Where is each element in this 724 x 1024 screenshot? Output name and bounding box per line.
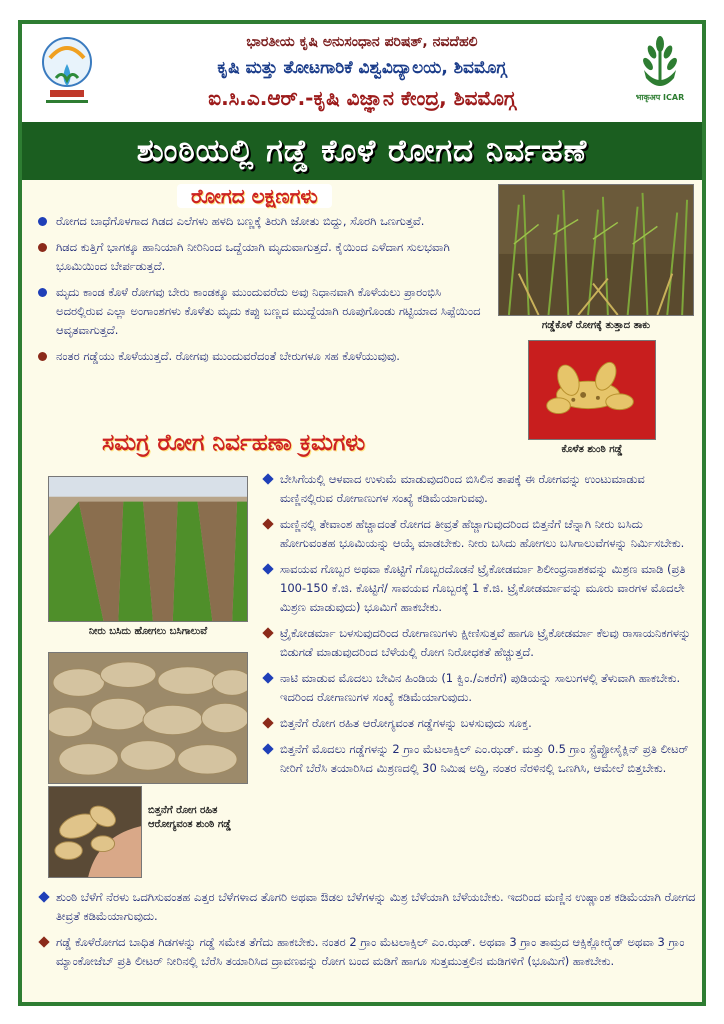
- council-name: ಭಾರತೀಯ ಕೃಷಿ ಅನುಸಂಧಾನ ಪರಿಷತ್, ನವದೆಹಲಿ: [246, 34, 478, 50]
- bullet-diamond-icon: [262, 627, 273, 638]
- list-item: [36, 933, 696, 971]
- rotten-rhizome-photo: [528, 340, 656, 440]
- list-item: [260, 740, 696, 778]
- management-list: [260, 470, 696, 785]
- drainage-caption: ನೀರು ಬಸಿದು ಹೋಗಲು ಬಸಿಗಾಲುವೆ: [88, 626, 208, 637]
- list-item: [260, 560, 696, 617]
- management-text: ಮಣ್ಣಿನಲ್ಲಿ ತೇವಾಂಶ ಹೆಚ್ಚಾದಂತೆ ರೋಗದ ತೀವ್ರತೆ ಹೆಚ್ಚಾಗುವುದರಿಂದ ಬಿತ್ತನೆಗೆ ಚೆನ್ನಾಗಿ ನೀರು ಬಸಿದು ಹೋಗುವಂತಹ ಭೂಮಿಯನ್ನು ಆಯ್ಕೆ ಮಾಡಬೇಕು. ನೀರು ಬಸಿದು ಹೋಗಲು ಬಸಿಗಾಲುವೆಗಳನ್ನು ನಿರ್ಮಿಸಬೇಕು.: [280, 517, 685, 550]
- poster: [18, 20, 706, 1006]
- management-text: ಸಾವಯವ ಗೊಬ್ಬರ ಅಥವಾ ಕೊಟ್ಟಿಗೆ ಗೊಬ್ಬರದೊಡನೆ ಟ್ರೈಕೋಡರ್ಮಾ ಶಿಲೀಂಧ್ರನಾಶಕವನ್ನು ಮಿಶ್ರಣ ಮಾಡಿ (ಪ್ರತಿ 100-150 ಕೆ.ಜಿ. ಕೊಟ್ಟಿಗೆ/ ಸಾವಯವ ಗೊಬ್ಬರಕ್ಕೆ 1 ಕೆ.ಜಿ. ಟ್ರೈಕೋಡರ್ಮಾವನ್ನು ಮೂರು ವಾರಗಳ ಮೊದಲೇ ಮಿಶ್ರಣ ಮಾಡುವುದು) ಭೂಮಿಗೆ ಹಾಕಬೇಕು.: [280, 562, 686, 614]
- list-item: [36, 283, 491, 340]
- title-bar: [22, 122, 702, 180]
- header: [22, 24, 702, 132]
- management-text: ನಾಟಿ ಮಾಡುವ ಮೊದಲು ಬೇವಿನ ಹಿಂಡಿಯ (1 ಕ್ವಿಂ./ಎಕರೆಗೆ) ಪುಡಿಯನ್ನು ಸಾಲುಗಳಲ್ಲಿ ತೆಳುವಾಗಿ ಹಾಕಬೇಕು. ಇದರಿಂದ ರೋಗಾಣುಗಳ ಸಂಖ್ಯೆ ಕಡಿಮೆಯಾಗುವುದು.: [280, 671, 681, 704]
- bullet-diamond-icon: [38, 891, 49, 902]
- affected-field-caption: ಗಡ್ಡೆಕೊಳೆ ರೋಗಕ್ಕೆ ತುತ್ತಾದ ತಾಕು: [541, 320, 651, 331]
- bullet-dot-icon: [38, 352, 47, 361]
- symptom-text: ಮೃದು ಕಾಂಡ ಕೊಳೆ ರೋಗವು ಬೇರು ಕಾಂಡಕ್ಕೂ ಮುಂದುವರೆದು ಅವು ನಿಧಾನವಾಗಿ ಕೊಳೆಯಲು ಪ್ರಾರಂಭಿಸಿ ಅದರಲ್ಲಿರುವ ಎಲ್ಲಾ ಅಂಗಾಂಶಗಳು ಕೊಳೆತು ಮೃದು ಕಪ್ಪು ಬಣ್ಣದ ಮುದ್ದೆಯಾಗಿ ರೂಪುಗೊಂಡು ಗಟ್ಟಿಯಾದ ಸಿಪ್ಪೆಯಿಂದ ಆವೃತವಾಗುತ್ತದೆ.: [56, 285, 481, 337]
- list-item: [260, 669, 696, 707]
- management-text: ಬೇಸಿಗೆಯಲ್ಲಿ ಆಳವಾದ ಉಳುಮೆ ಮಾಡುವುದರಿಂದ ಬಿಸಿಲಿನ ತಾಪಕ್ಕೆ ಈ ರೋಗವನ್ನು ಉಂಟುಮಾಡುವ ಮಣ್ಣಿನಲ್ಲಿರುವ ರೋಗಾಣುಗಳ ಸಂಖ್ಯೆ ಕಡಿಮೆಯಾಗುವವು.: [280, 472, 645, 505]
- bullet-diamond-icon: [262, 563, 273, 574]
- drainage-photo: [48, 476, 248, 622]
- list-item: [260, 515, 696, 553]
- symptom-text: ನಂತರ ಗಡ್ಡೆಯು ಕೊಳೆಯುತ್ತದೆ. ರೋಗವು ಮುಂದುವರೆದಂತೆ ಬೇರುಗಳೂ ಸಹ ಕೊಳೆಯುವುವು.: [56, 349, 400, 363]
- symptoms-heading: ರೋಗದ ಲಕ್ಷಣಗಳು: [177, 184, 332, 208]
- bullet-dot-icon: [38, 217, 47, 226]
- symptom-text: ಗಿಡದ ಕುತ್ತಿಗೆ ಭಾಗಕ್ಕೂ ಹಾನಿಯಾಗಿ ನೀರಿನಿಂದ ಒದ್ದೆಯಾಗಿ ಮೃದುವಾಗುತ್ತದೆ. ಕೈಯಿಂದ ಎಳೆದಾಗ ಸುಲಭವಾಗಿ ಭೂಮಿಯಿಂದ ಬೇರ್ಪಡುತ್ತದೆ.: [56, 240, 450, 273]
- management-text: ಬಿತ್ತನೆಗೆ ಮೊದಲು ಗಡ್ಡೆಗಳನ್ನು 2 ಗ್ರಾಂ ಮೆಟಲಾಕ್ಸಿಲ್ ಎಂ.ಝಡ್. ಮತ್ತು 0.5 ಗ್ರಾಂ ಸ್ಟ್ರೆಪ್ಟೋಸೈಕ್ಲಿನ್ ಪ್ರತಿ ಲೀಟರ್ ನೀರಿಗೆ ಬೆರೆಸಿ ತಯಾರಿಸಿದ ಮಿಶ್ರಣದಲ್ಲಿ 30 ನಿಮಿಷ ಅದ್ದಿ, ನಂತರ ನೆರಳಿನಲ್ಲಿ ಒಣಗಿಸಿ, ಆಮೇಲೆ ಬಿತ್ತಬೇಕು.: [280, 742, 689, 775]
- list-item: [260, 714, 696, 733]
- bullet-diamond-icon: [262, 473, 273, 484]
- bottom-text: ಶುಂಠಿ ಬೆಳೆಗೆ ನೆರಳು ಒದಗಿಸುವಂತಹ ಎತ್ತರ ಬೆಳೆಗಳಾದ ತೊಗರಿ ಅಥವಾ ಔಡಲ ಬೆಳೆಗಳನ್ನು ಮಿಶ್ರ ಬೆಳೆಯಾಗಿ ಬೆಳೆಯಬೇಕು. ಇದರಿಂದ ಮಣ್ಣಿನ ಉಷ್ಣಾಂಶ ಕಡಿಮೆಯಾಗಿ ರೋಗದ ತೀವ್ರತೆ ಕಡಿಮೆಯಾಗುವುದು.: [56, 890, 696, 923]
- list-item: [36, 212, 491, 231]
- list-item: [36, 347, 491, 366]
- list-item: [260, 470, 696, 508]
- list-item: [36, 238, 491, 276]
- list-item: [36, 888, 696, 926]
- seed-rhizome-photo: [48, 786, 142, 878]
- bottom-text: ಗಡ್ಡೆ ಕೊಳೆರೋಗದ ಬಾಧಿತ ಗಿಡಗಳನ್ನು ಗಡ್ಡೆ ಸಮೇತ ತೆಗೆದು ಹಾಕಬೇಕು. ನಂತರ 2 ಗ್ರಾಂ ಮೆಟಲಾಕ್ಸಿಲ್ ಎಂ.ಝಡ್. ಅಥವಾ 3 ಗ್ರಾಂ ತಾಮ್ರದ ಆಕ್ಸಿಕ್ಲೋರೈಡ್ ಅಥವಾ 3 ಗ್ರಾಂ ಮ್ಯಾಂಕೋಜೆಬ್ ಪ್ರತಿ ಲೀಟರ್ ನೀರಿನಲ್ಲಿ ಬೆರೆಸಿ ತಯಾರಿಸಿದ ದ್ರಾವಣವನ್ನು ರೋಗ ಬಂದ ಮಡಿಗೆ ಹಾಗೂ ಸುತ್ತಮುತ್ತಲಿನ ಮಡಿಗಳಿಗೆ (ಭೂಮಿಗೆ) ಹಾಕಬೇಕು.: [56, 935, 685, 968]
- rotten-rhizome-caption: ಕೊಳೆತ ಶುಂಠಿ ಗಡ್ಡೆ: [561, 444, 623, 455]
- affected-field-photo: [498, 184, 694, 316]
- healthy-rhizome-pile-photo: [48, 652, 248, 784]
- symptoms-list: [36, 212, 491, 373]
- icar-logo: [634, 32, 686, 110]
- symptom-text: ರೋಗದ ಬಾಧೆಗೊಳಗಾದ ಗಿಡದ ಎಲೆಗಳು ಹಳದಿ ಬಣ್ಣಕ್ಕೆ ತಿರುಗಿ ಜೋತು ಬಿದ್ದು, ಸೊರಗಿ ಒಣಗುತ್ತವೆ.: [56, 214, 425, 228]
- management-heading: ಸಮಗ್ರ ರೋಗ ನಿರ್ವಹಣಾ ಕ್ರಮಗಳು: [102, 430, 366, 456]
- icar-logo-text: भाकृअप ICAR: [635, 93, 685, 102]
- bullet-dot-icon: [38, 288, 47, 297]
- bullet-diamond-icon: [38, 936, 49, 947]
- bullet-diamond-icon: [262, 717, 273, 728]
- university-name: ಕೃಷಿ ಮತ್ತು ತೋಟಗಾರಿಕೆ ವಿಶ್ವವಿದ್ಯಾಲಯ, ಶಿವಮೊಗ್ಗ: [217, 58, 507, 78]
- uahs-logo: [36, 34, 98, 108]
- kvk-name: ಐ.ಸಿ.ಎ.ಆರ್.-ಕೃಷಿ ವಿಜ್ಞಾನ ಕೇಂದ್ರ, ಶಿವಮೊಗ್ಗ: [208, 86, 516, 110]
- list-item: [260, 624, 696, 662]
- bullet-diamond-icon: [262, 743, 273, 754]
- management-text: ಬಿತ್ತನೆಗೆ ರೋಗ ರಹಿತ ಆರೋಗ್ಯವಂತ ಗಡ್ಡೆಗಳನ್ನು ಬಳಸುವುದು ಸೂಕ್ತ.: [280, 716, 532, 730]
- page-title: ಶುಂಠಿಯಲ್ಲಿ ಗಡ್ಡೆ ಕೊಳೆ ರೋಗದ ನಿರ್ವಹಣೆ: [136, 132, 588, 169]
- bullet-dot-icon: [38, 243, 47, 252]
- bullet-diamond-icon: [262, 672, 273, 683]
- healthy-rhizome-caption: ಬಿತ್ತನೆಗೆ ರೋಗ ರಹಿತ ಆರೋಗ್ಯವಂತ ಶುಂಠಿ ಗಡ್ಡೆ: [148, 805, 232, 830]
- bottom-list: [36, 888, 696, 978]
- bullet-diamond-icon: [262, 518, 273, 529]
- management-text: ಟ್ರೈಕೋಡರ್ಮಾ ಬಳಸುವುದರಿಂದ ರೋಗಾಣುಗಳು ಕ್ಷೀಣಿಸುತ್ತವೆ ಹಾಗೂ ಟ್ರೈಕೋಡರ್ಮಾ ಕೆಲವು ರಾಸಾಯನಿಕಗಳನ್ನು ಬಿಡುಗಡೆ ಮಾಡುವುದರಿಂದ ಬೆಳೆಯಲ್ಲಿ ರೋಗ ನಿರೋಧಕತೆ ಹೆಚ್ಚುತ್ತದೆ.: [280, 626, 691, 659]
